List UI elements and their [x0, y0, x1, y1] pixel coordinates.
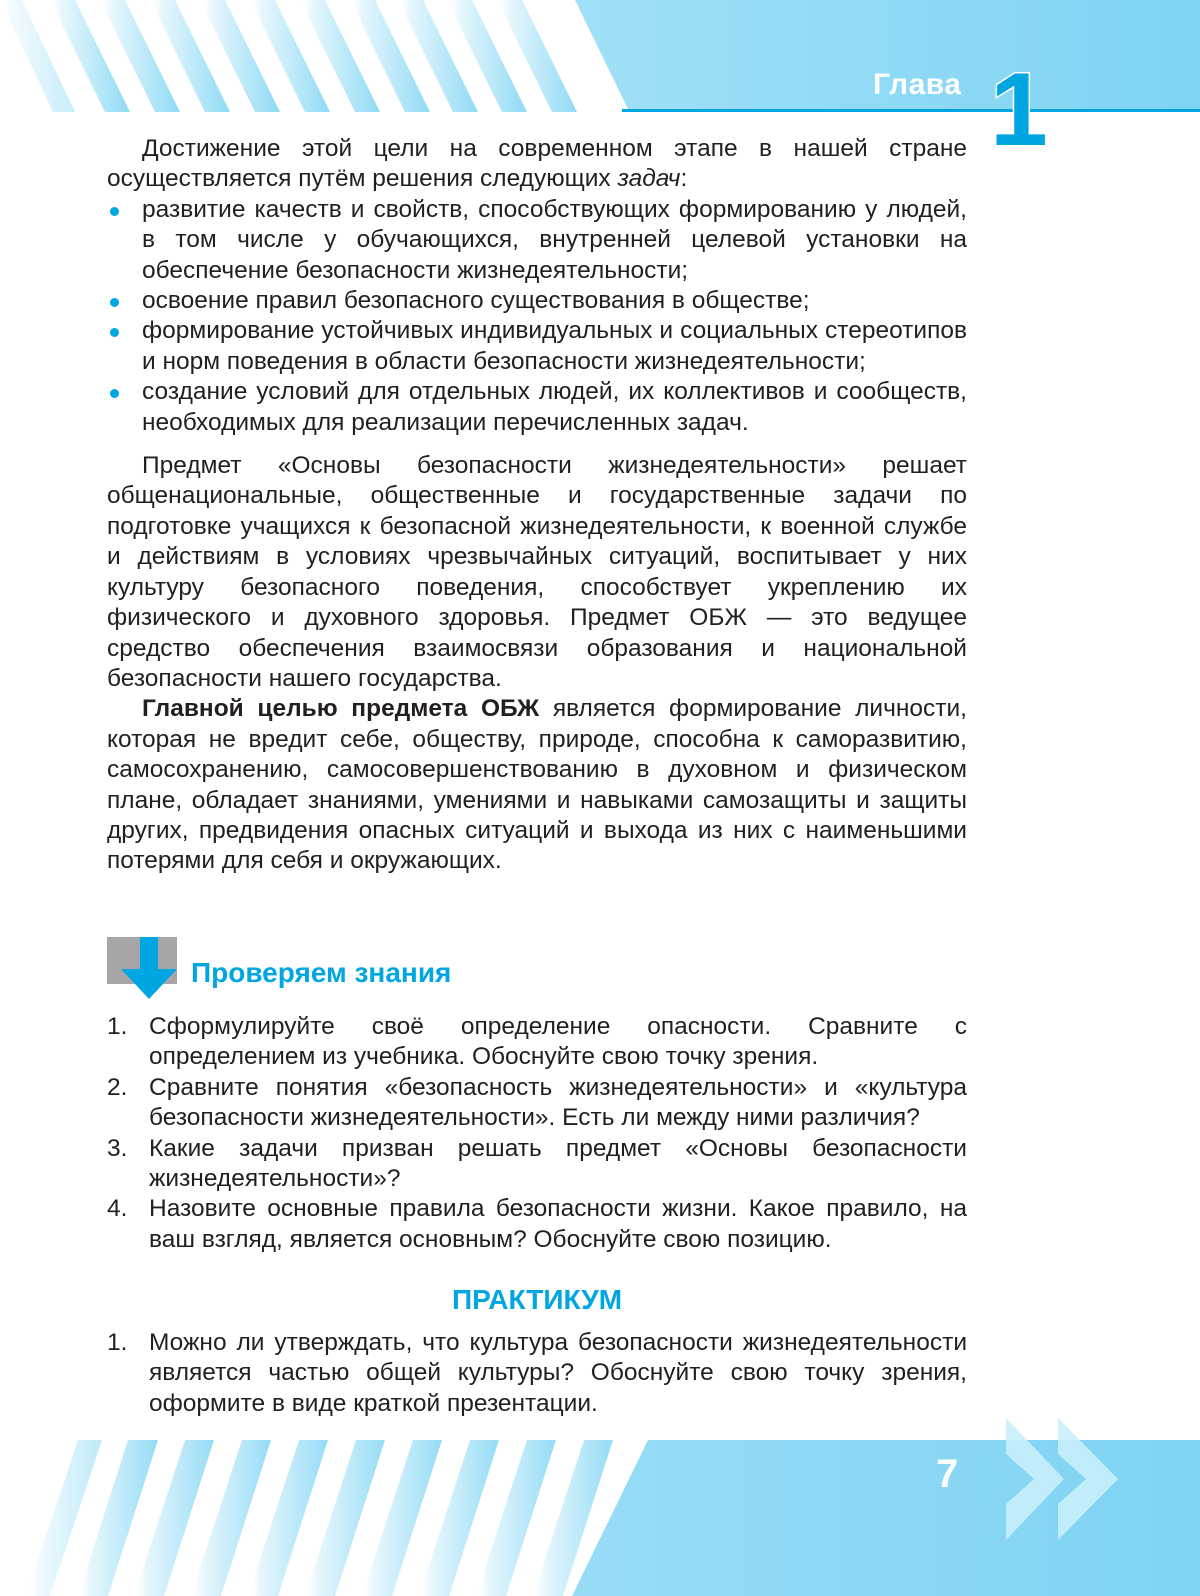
goal-paragraph	[107, 694, 967, 876]
main-content	[107, 134, 967, 877]
questions-list	[107, 1012, 967, 1255]
intro-colon: :	[680, 165, 688, 193]
question-item	[107, 1134, 967, 1195]
spacer	[107, 438, 967, 451]
tasks-list	[107, 195, 967, 438]
question-text: Назовите основные правила безопасности жизни. Какое правило, на ваш взгляд, является основным? Обоснуйте свою позицию.	[149, 1195, 967, 1253]
chapter-label: Глава	[873, 68, 962, 101]
bullet-icon	[110, 298, 119, 307]
chapter-number: 1	[990, 52, 1048, 168]
goal-bold-term: Главной целью предмета ОБЖ	[142, 695, 540, 723]
question-item	[107, 1073, 967, 1134]
practicum-text: Можно ли утверждать, что культура безопасности жизнедеятельности является частью общей культуры? Обоснуйте свою точку зрения, оформите в виде краткой презентации.	[149, 1329, 967, 1417]
header-rule	[622, 109, 1200, 112]
double-chevron-right-icon	[1006, 1418, 1122, 1540]
question-text: Сравните понятия «безопасность жизнедеятельности» и «культура безопасности жизнедеятельности». Есть ли между ними различия?	[149, 1073, 967, 1132]
practicum-number: 1.	[107, 1329, 128, 1356]
question-number: 4.	[107, 1195, 128, 1223]
list-item-text: создание условий для отдельных людей, их коллективов и сообществ, необходимых для реализации перечисленных задач.	[142, 378, 967, 436]
question-item	[107, 1012, 967, 1073]
list-item-text: развитие качеств и свойств, способствующих формированию у людей, в том числе у обучающихся, внутренней целевой установки на обеспечение безопасности жизнедеятельности;	[142, 195, 967, 284]
list-item-text: формирование устойчивых индивидуальных и социальных стереотипов и норм поведения в области безопасности жизнедеятельности;	[142, 317, 967, 375]
intro-text: Достижение этой цели на современном этапе в нашей стране осуществляется путём решения следующих	[107, 135, 967, 193]
practicum-list	[107, 1328, 967, 1419]
question-item	[107, 1194, 967, 1255]
check-knowledge-header	[107, 937, 707, 1001]
bullet-icon	[110, 328, 119, 337]
page-number: 7	[936, 1452, 959, 1496]
section-title: Проверяем знания	[191, 957, 452, 988]
bullet-icon	[110, 389, 119, 398]
practicum-item	[107, 1328, 967, 1419]
subject-paragraph: Предмет «Основы безопасности жизнедеятельности» решает общенациональные, общественные и государственные задачи по подготовке учащихся к безопасной жизнедеятельности, к военной службе и действиям в условиях чрезвычайных ситуаций, воспитывает у них культуру безопасного поведения, способствует укреплению их физического и духовного здоровья. Предмет ОБЖ — это ведущее средство обеспечения взаимосвязи образования и национальной безопасности нашего государства.	[107, 452, 967, 692]
list-item	[107, 286, 967, 316]
practicum-title: ПРАКТИКУМ	[451, 1284, 623, 1315]
list-item	[107, 316, 967, 377]
question-text: Сформулируйте своё определение опасности. Сравните с определением из учебника. Обоснуйте свою точку зрения.	[149, 1013, 967, 1071]
question-number: 1.	[107, 1013, 128, 1040]
goal-text: является формирование личности, которая не вредит себе, обществу, природе, способна к саморазвитию, самосохранению, самосовершенствованию в духовном и физическом плане, обладает знаниями, умениями и навыками самозащиты и защиты других, предвидения опасных ситуаций и выхода из них с наименьшими потерями для себя и окружающих.	[107, 695, 967, 875]
arrow-down-icon	[121, 937, 179, 1001]
bullet-icon	[110, 207, 119, 216]
question-number: 3.	[107, 1134, 128, 1162]
list-item	[107, 377, 967, 438]
list-item-text: освоение правил безопасного существования в обществе;	[142, 287, 810, 315]
intro-italic-term: задач	[617, 165, 681, 193]
question-text: Какие задачи призван решать предмет «Основы безопасности жизнедеятельности»?	[149, 1134, 967, 1193]
question-number: 2.	[107, 1073, 128, 1101]
intro-paragraph	[107, 134, 967, 195]
list-item	[107, 195, 967, 286]
